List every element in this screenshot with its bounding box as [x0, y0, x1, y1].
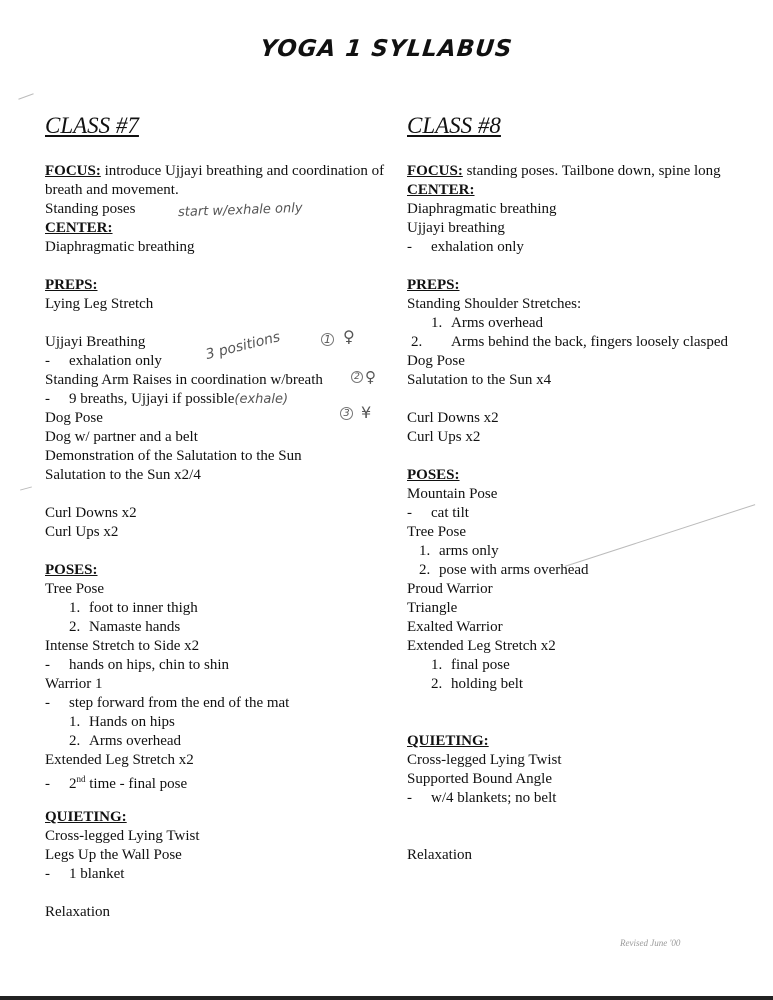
dash: -	[45, 391, 50, 407]
dash: -	[45, 657, 50, 673]
pose-item: Extended Leg Stretch x2	[407, 638, 556, 654]
preps-label: PREPS:	[45, 277, 98, 293]
quieting-heading-row	[45, 808, 385, 827]
focus-label: FOCUS:	[407, 163, 463, 179]
curl-item: Curl Ups x2	[407, 429, 481, 445]
preps-item-text: Ujjayi Breathing	[45, 334, 146, 350]
list-number: 2.	[69, 619, 81, 635]
pose-subitem-text: Hands on hips	[89, 714, 175, 730]
preps-label: PREPS:	[407, 277, 460, 293]
class-7-heading: CLASS #7	[45, 113, 139, 138]
preps-subitem	[407, 333, 737, 352]
pose-subitem	[407, 504, 737, 523]
preps-item	[45, 403, 385, 428]
pose-subitem-text: arms only	[439, 543, 499, 559]
pose-item: Tree Pose	[407, 524, 467, 540]
focus-text: introduce Ujjayi breathing and coordination of breath and movement.	[45, 163, 385, 198]
relaxation: Relaxation	[45, 904, 110, 920]
quieting-item: Cross-legged Lying Twist	[45, 828, 200, 844]
pose-subitem	[45, 656, 385, 675]
pose-subitem-text: cat tilt	[431, 505, 469, 521]
list-number: 1.	[419, 543, 431, 559]
circled-number-icon: 3	[340, 407, 353, 420]
list-number: 2.	[69, 733, 81, 749]
scan-edge	[0, 996, 773, 1000]
pose-subitem-text: time - final pose	[85, 776, 188, 792]
quieting-heading-row	[407, 732, 737, 751]
relaxation: Relaxation	[407, 847, 472, 863]
preps-subitem-text: Arms overhead	[451, 315, 544, 331]
pose-subitem-text: Namaste hands	[89, 619, 181, 635]
class-8-heading: CLASS #8	[407, 113, 501, 138]
dash: -	[45, 866, 50, 882]
preps-item: Lying Leg Stretch	[45, 296, 154, 312]
stick-figure-icon: ¥	[361, 403, 372, 422]
dash: -	[407, 505, 412, 521]
circled-number-icon: 1	[321, 333, 334, 346]
list-number: 2.	[431, 676, 443, 692]
list-number: 1.	[69, 600, 81, 616]
pose-item: Triangle	[407, 600, 458, 616]
center-label: CENTER:	[407, 182, 475, 198]
pose-subitem	[45, 618, 385, 637]
dash: -	[45, 695, 50, 711]
dash: -	[45, 776, 50, 792]
quieting-item: Supported Bound Angle	[407, 771, 552, 787]
class-7-focus-line2	[45, 200, 385, 219]
quieting-label: QUIETING:	[407, 733, 489, 749]
pose-subitem	[45, 732, 385, 751]
focus-line2-text: Standing poses	[45, 201, 136, 217]
poses-heading-row	[407, 466, 737, 485]
pose-subitem	[45, 713, 385, 732]
curl-item: Curl Downs x2	[45, 505, 137, 521]
stick-figure-icon: ♀	[343, 327, 355, 346]
pose-subitem	[45, 694, 385, 713]
revision-footer: Revised June '00	[620, 938, 681, 948]
dash: -	[45, 353, 50, 369]
preps-heading-row	[407, 276, 737, 295]
poses-label: POSES:	[407, 467, 460, 483]
preps-item: Dog Pose	[407, 353, 465, 369]
pose-subitem-text: foot to inner thigh	[89, 600, 198, 616]
class-8-focus	[407, 162, 737, 181]
list-number: 1.	[431, 657, 443, 673]
pose-item: Mountain Pose	[407, 486, 498, 502]
pose-subitem	[45, 770, 385, 792]
pose-subitem	[45, 599, 385, 618]
poses-label: POSES:	[45, 562, 98, 578]
center-label: CENTER:	[45, 220, 113, 236]
stick-figure-icon: ♀	[365, 368, 376, 386]
class-7-focus	[45, 162, 385, 200]
circled-number-icon: 2	[351, 371, 363, 383]
preps-subitem	[407, 314, 737, 333]
quieting-subitem-text: 1 blanket	[69, 866, 125, 882]
pose-subitem	[407, 675, 737, 694]
list-number: 1.	[69, 714, 81, 730]
preps-item: Salutation to the Sun x2/4	[45, 467, 201, 483]
curl-item: Curl Downs x2	[407, 410, 499, 426]
pose-subitem	[407, 656, 737, 675]
pose-item: Intense Stretch to Side x2	[45, 638, 200, 654]
pose-subitem-text: hands on hips, chin to shin	[69, 657, 229, 673]
pose-subitem-text: 2	[69, 776, 77, 792]
preps-item: Standing Shoulder Stretches:	[407, 296, 582, 312]
center-subitem-text: exhalation only	[431, 239, 524, 255]
center-heading-row	[407, 181, 737, 200]
pose-item: Tree Pose	[45, 581, 105, 597]
pose-subitem-text: final pose	[451, 657, 510, 673]
quieting-label: QUIETING:	[45, 809, 127, 825]
preps-subitem-text: 9 breaths, Ujjayi if possible	[69, 391, 235, 407]
preps-item	[45, 368, 385, 390]
dash: -	[407, 790, 412, 806]
handwritten-note-exhale-2: (exhale)	[234, 392, 289, 407]
preps-item: Demonstration of the Salutation to the Sun	[45, 448, 302, 464]
center-item: Diaphragmatic breathing	[45, 239, 195, 255]
page-title: YOGA 1 SYLLABUS	[259, 36, 514, 62]
ordinal-suffix: nd	[76, 774, 86, 784]
handwritten-note-positions: 3 positions	[204, 329, 282, 363]
pose-item: Extended Leg Stretch x2	[45, 752, 194, 768]
quieting-item: Cross-legged Lying Twist	[407, 752, 562, 768]
scan-mark	[18, 93, 33, 99]
preps-subitem-text: exhalation only	[69, 353, 162, 369]
pose-item: Warrior 1	[45, 676, 103, 692]
pose-subitem-text: pose with arms overhead	[439, 562, 589, 578]
pose-subitem	[407, 542, 737, 561]
center-item: Diaphragmatic breathing	[407, 201, 557, 217]
pose-subitem-text: Arms overhead	[89, 733, 182, 749]
poses-heading-row	[45, 561, 385, 580]
quieting-subitem-text: w/4 blankets; no belt	[431, 790, 557, 806]
list-number: 2.	[419, 562, 431, 578]
focus-text: standing poses. Tailbone down, spine long	[462, 163, 721, 179]
pose-subitem-text: step forward from the end of the mat	[69, 695, 290, 711]
quieting-subitem	[407, 789, 737, 808]
preps-item: Salutation to the Sun x4	[407, 372, 552, 388]
center-item: Ujjayi breathing	[407, 220, 505, 236]
preps-item-text: Dog Pose	[45, 410, 103, 426]
curl-item: Curl Ups x2	[45, 524, 119, 540]
scan-mark	[20, 486, 32, 490]
list-number: 1.	[431, 315, 443, 331]
quieting-subitem	[45, 865, 385, 884]
center-subitem	[407, 238, 737, 257]
preps-subitem-text: Arms behind the back, fingers loosely clasped	[451, 334, 729, 350]
pose-subitem-text: holding belt	[451, 676, 524, 692]
focus-label: FOCUS:	[45, 163, 101, 179]
class-7-column	[45, 112, 385, 922]
list-number: 2.	[411, 334, 423, 350]
quieting-item: Legs Up the Wall Pose	[45, 847, 182, 863]
center-heading-row	[45, 219, 385, 238]
handwritten-note-exhale: start w/exhale only	[177, 200, 303, 221]
preps-item: Dog w/ partner and a belt	[45, 429, 198, 445]
pose-item: Exalted Warrior	[407, 619, 503, 635]
preps-subitem	[45, 390, 385, 409]
dash: -	[407, 239, 412, 255]
pose-item: Proud Warrior	[407, 581, 493, 597]
class-8-column	[407, 112, 737, 865]
preps-heading-row	[45, 276, 385, 295]
preps-subitem	[45, 352, 385, 371]
preps-item-text: Standing Arm Raises in coordination w/breath	[45, 372, 323, 388]
